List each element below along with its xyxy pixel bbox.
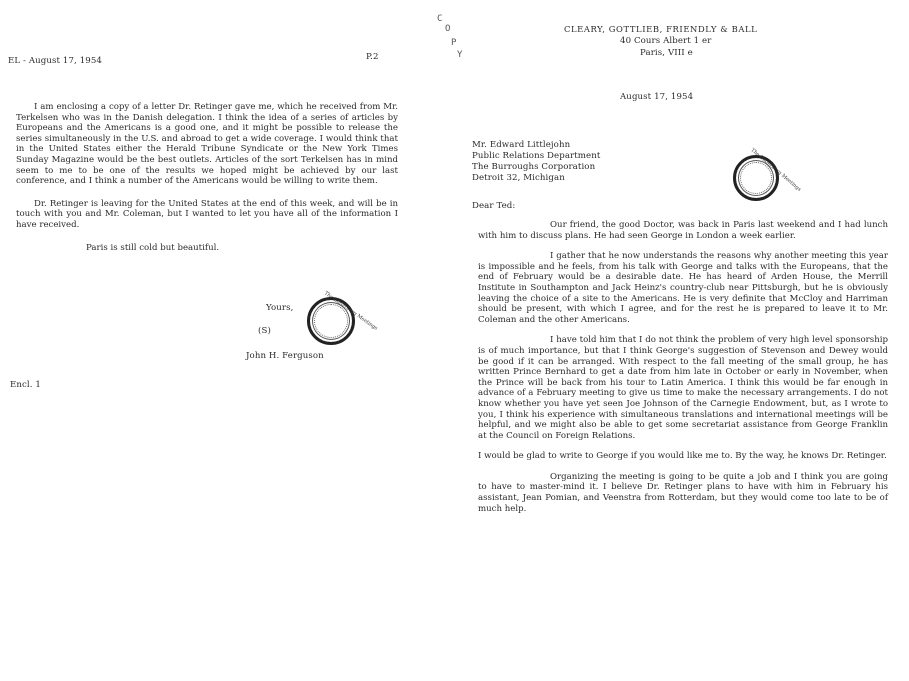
paragraph: I have told him that I do not think the problem of very high level sponsorship is of much importance, but that I think George's suggestion of Stevenson and Dewey would be good if it can be arranged. With respect to the fall meeting of the small group, he has written Prince Bernhard to get a date from him late in October or early in November, when the Prince will be back from his tour to Latin America. I think this would be far enough in advance of a February meeting to give us time to make the necessary arrangements. I do not know whether you have yet seen Joe Johnson of the Carnegie Endowment, but, as I wrote to you, I think his experience with simultaneous translations and international meetings will be helpful, and we might also be able to get some secretariat assistance from George Franklin at the Council on Foreign Relations. [478,335,888,441]
letter-page-copy [437,0,909,681]
page-number: P.2 [366,52,379,62]
stamp-text: The Bilderberg Meetings [749,147,803,193]
firm-address-line2: Paris, VIII e [640,48,693,58]
paragraph: Our friend, the good Doctor, was back in Paris last weekend and I had lunch with him to discuss plans. He had seen George in London a week earlier. [478,220,888,241]
copy-mark-c: C [437,14,443,24]
firm-name: CLEARY, GOTTLIEB, FRIENDLY & BALL [564,24,758,34]
firm-address-line1: 40 Cours Albert 1 er [620,36,712,46]
page-header-date: EL - August 17, 1954 [8,56,102,66]
recipient-line: Mr. Edward Littlejohn [472,140,571,150]
paragraph: I am enclosing a copy of a letter Dr. Retinger gave me, which he received from Mr. Terkelsen who was in the Danish delegation. I think the idea of a series of articles by Europeans and the Americans is a good one, and it might be possible to release the series simultaneously in the U.S. and abroad to get a wide coverage. I would think that in the United States either the Herald Tribune Syndicate or the New York Times Sunday Magazine would be the best outlets. Articles of the sort Terkelsen has in mind seem to me to be one of the results we hoped might be achieved by our last conference, and I think a number of the Americans would be willing to write them. [16,102,398,187]
copy-mark-p: P [451,38,457,48]
paragraph: I gather that he now understands the reasons why another meeting this year is impossible and he feels, from his talk with George and talks with the Europeans, that the end of February would be a desirable date. He has heard of Arden House, the Merrill Institute in Southampton and Jack Heinz's country-club near Pittsburgh, but he is obviously leaving the choice of a site to the Americans. He is very definite that McCloy and Harriman should be present, with which I agree, and for the rest he is prepared to leave it to Mr. Coleman and the other Americans. [478,251,888,325]
recipient-line: Public Relations Department [472,151,601,161]
letter-date: August 17, 1954 [620,92,694,102]
paragraph: Paris is still cold but beautiful. [86,242,220,253]
paragraph: I would be glad to write to George if you would like me to. By the way, he knows Dr. Retinger. [478,451,887,462]
copy-mark-o: O [445,24,451,34]
paragraph: Dr. Retinger is leaving for the United States at the end of this week, and will be in touch with you and Mr. Coleman, but I wanted to let you have all of the information I have received. [16,198,398,230]
letter-page-2 [0,0,450,681]
organization-stamp [307,290,379,345]
stamp-text: The Bilderberg Meetings [323,290,379,332]
recipient-line: The Burroughs Corporation [472,162,596,172]
paragraph: Organizing the meeting is going to be quite a job and I think you are going to have to master-mind it. I believe Dr. Retinger plans to have with him in February his assistant, Jean Pomian, and Veenstra from Rotterdam, but they would come too late to be of much help. [478,471,888,514]
letter-body [478,220,888,514]
salutation: Dear Ted: [472,201,516,211]
enclosure-note: Encl. 1 [10,380,42,390]
letter-body [16,102,398,253]
signer-name: John H. Ferguson [246,351,324,361]
recipient-line: Detroit 32, Michigan [472,173,565,183]
copy-mark-y: Y [457,50,463,60]
signature-mark: (S) [258,326,271,336]
closing: Yours, [266,303,294,313]
organization-stamp [733,147,803,201]
